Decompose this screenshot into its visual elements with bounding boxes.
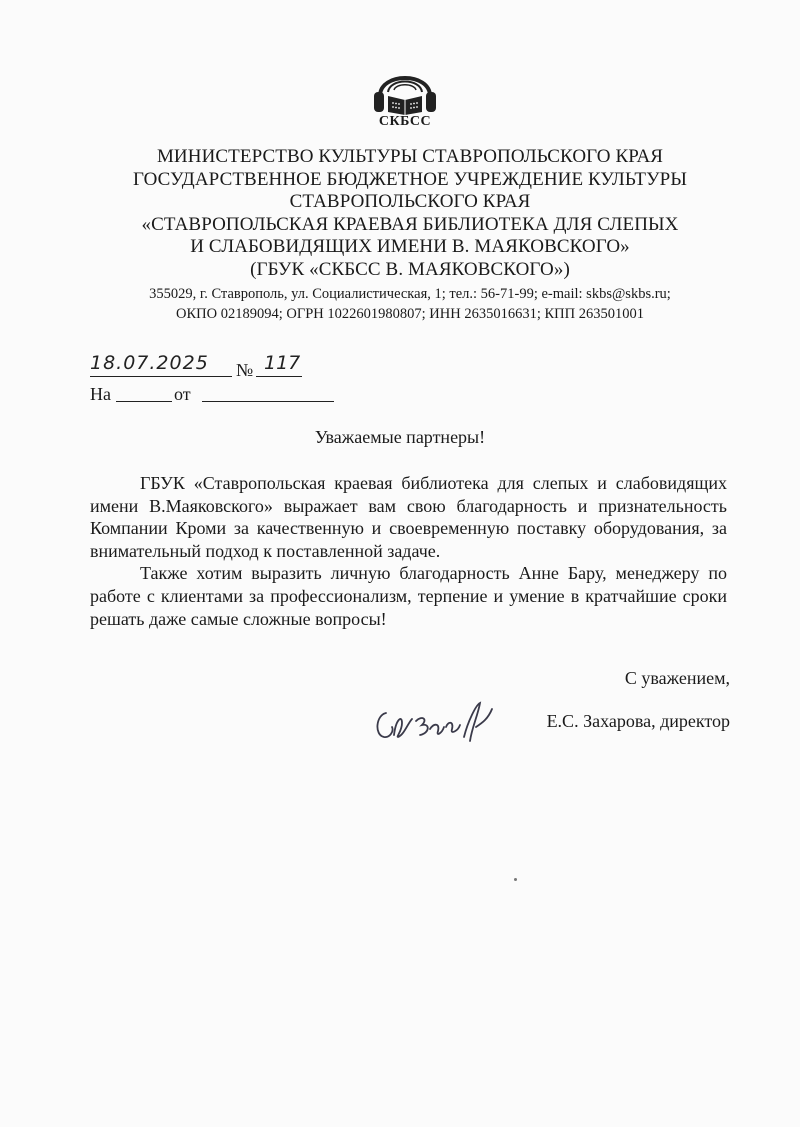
letterhead-line: СТАВРОПОЛЬСКОГО КРАЯ xyxy=(289,191,531,212)
signer-name: Е.С. Захарова, директор xyxy=(546,711,730,731)
reply-date-underline xyxy=(202,401,334,402)
letterhead-line: «СТАВРОПОЛЬСКАЯ КРАЕВАЯ БИБЛИОТЕКА ДЛЯ СЛЕПЫХ xyxy=(141,213,679,235)
handwritten-date: 18.07.2025 xyxy=(90,352,209,374)
handwritten-number: 117 xyxy=(264,352,301,374)
letterhead-line: МИНИСТЕРСТВО КУЛЬТУРЫ СТАВРОПОЛЬСКОГО КРАЯ xyxy=(156,146,664,167)
number-label: № xyxy=(236,360,254,380)
handwritten-signature xyxy=(372,697,502,747)
letterhead xyxy=(90,146,730,324)
organization-logo xyxy=(360,58,450,134)
number-underline xyxy=(256,376,302,377)
reply-number-underline xyxy=(116,401,172,402)
contact-info: 355029, г. Ставрополь, ул. Социалистическая, 1; тел.: 56-71-99; e-mail: skbs@skbs.ru; xyxy=(149,286,671,302)
registration-block xyxy=(90,352,390,408)
paper-speck xyxy=(514,878,517,881)
letterhead-line: (ГБУК «СКБСС В. МАЯКОВСКОГО») xyxy=(250,258,570,280)
body-paragraph: ГБУК «Ставропольская краевая библиотека для слепых и слабовидящих имени В.Маяковского» выражает вам свою благодарность и признательность Компании Кроми за качественную и своевременную поставку оборудования, за внимательный подход к поставленной задаче. xyxy=(90,473,727,561)
reply-from-label: от xyxy=(174,384,191,404)
letter-body xyxy=(90,472,727,630)
closing-phrase: С уважением, xyxy=(624,668,730,688)
letterhead-line: ГОСУДАРСТВЕННОЕ БЮДЖЕТНОЕ УЧРЕЖДЕНИЕ КУЛЬТУРЫ xyxy=(132,168,687,190)
reply-to-label: На xyxy=(90,384,111,404)
headphones-book-icon xyxy=(368,58,442,116)
registry-codes: ОКПО 02189094; ОГРН 1022601980807; ИНН 2635016631; КПП 263501001 xyxy=(176,306,644,322)
date-underline xyxy=(90,376,232,377)
body-paragraph: Также хотим выразить личную благодарность Анне Бару, менеджеру по работе с клиентами за профессионализм, терпение и умение в кратчайшие сроки решать даже самые сложные вопросы! xyxy=(90,563,727,629)
salutation: Уважаемые партнеры! xyxy=(314,427,486,447)
letterhead-line: И СЛАБОВИДЯЩИХ ИМЕНИ В. МАЯКОВСКОГО» xyxy=(190,236,630,257)
logo-abbreviation: СКБСС xyxy=(378,114,432,129)
